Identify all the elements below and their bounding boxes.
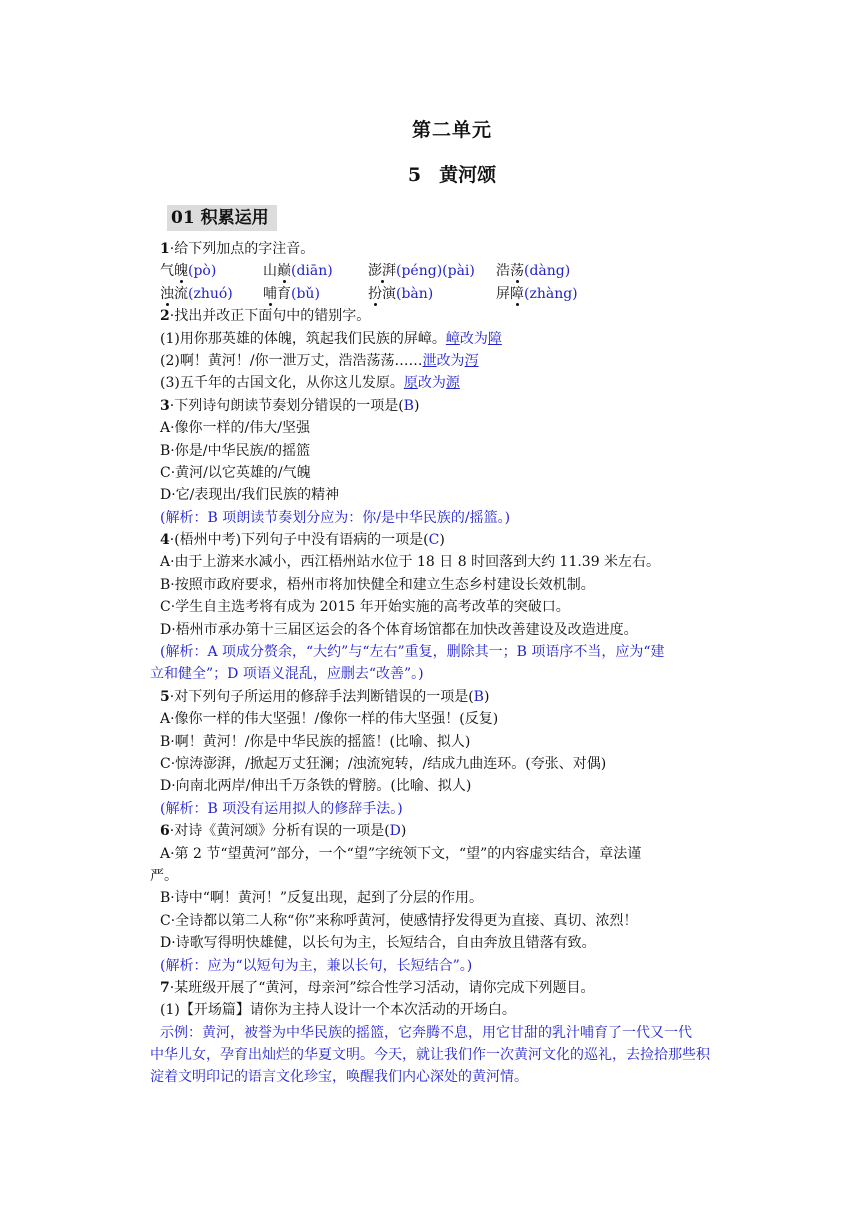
dotted-character: 巅: [277, 263, 291, 280]
question-2-item: (2)啊！黄河！/你一泄万丈，浩浩荡荡……泄改为泻: [160, 352, 479, 369]
pinyin-item: 扮演(bàn): [368, 285, 434, 302]
pinyin-answer: (bàn): [396, 285, 434, 302]
exercise-content: [150, 238, 735, 1089]
question-2-item: (3)五千年的古国文化，从你这儿发原。原改为源: [160, 375, 460, 392]
question-3-option: B·你是/中华民族/的摇篮: [160, 442, 311, 459]
question-2-item: (1)用你那英雄的体魄，筑起我们民族的屏嶂。嶂改为障: [160, 330, 502, 347]
pinyin-item: 浊流(zhuó): [160, 285, 233, 302]
question-3-option: A·像你一样的/伟大/坚强: [160, 420, 310, 437]
dotted-character: 哺: [263, 285, 277, 302]
unit-title: 第二单元: [411, 119, 492, 141]
pinyin-answer: (pò): [188, 263, 217, 280]
question-5-option: D·向南北两岸/伸出千万条铁的臂膀。(比喻、拟人): [160, 778, 472, 795]
question-5-option: B·啊！黄河！/你是中华民族的摇篮！(比喻、拟人): [160, 733, 471, 750]
question-4-option: B·按照市政府要求，梧州市将加快健全和建立生态乡村建设长效机制。: [160, 576, 595, 593]
question-4-analysis-cont: 立和健全”；D 项语义混乱，应删去“改善”。): [150, 666, 424, 683]
pinyin-item: 气魄(pò): [160, 263, 217, 280]
question-4-analysis: (解析：A 项成分赘余，“大约”与“左右”重复，删除其一；B 项语序不当，应为“建: [160, 644, 665, 661]
question-3-stem: 3·下列诗句朗读节奏划分错误的一项是(B): [160, 397, 420, 414]
dotted-character: 澎湃: [368, 263, 396, 280]
pinyin-answer: (péng)(pài): [396, 263, 475, 280]
section-heading: 01 积累运用: [167, 205, 277, 231]
pinyin-item: 屏障(zhàng): [496, 285, 578, 302]
question-6-option: C·全诗都以第二人称“你”来称呼黄河，使感情抒发得更为直接、真切、浓烈！: [160, 912, 638, 929]
question-2-stem: 2·找出并改正下面句中的错别字。: [160, 308, 371, 325]
question-7-example-cont: 中华儿女，孕育出灿烂的华夏文明。今天，就让我们作一次黄河文化的巡礼，去捡拾那些积: [150, 1047, 710, 1064]
pinyin-answer: (diān): [291, 263, 333, 280]
question-7-subquestion: (1)【开场篇】请你为主持人设计一个本次活动的开场白。: [160, 1002, 516, 1019]
question-5-option: C·惊涛澎湃，/掀起万丈狂澜；/浊流宛转，/结成九曲连环。(夸张、对偶): [160, 755, 607, 772]
question-7-stem: 7·某班级开展了“黄河，母亲河”综合性学习活动，请你完成下列题目。: [160, 979, 595, 996]
dotted-character: 浊: [160, 285, 174, 302]
question-5-analysis: (解析：B 项没有运用拟人的修辞手法。): [160, 800, 403, 817]
pinyin-item: 哺育(bǔ): [263, 285, 320, 302]
pinyin-item: 山巅(diān): [263, 263, 333, 280]
pinyin-item: 浩荡(dàng): [496, 263, 571, 280]
question-5-option: A·像你一样的伟大坚强！/像你一样的伟大坚强！(反复): [160, 711, 499, 728]
question-7-example: 示例：黄河，被誉为中华民族的摇篮，它奔腾不息，用它甘甜的乳汁哺育了一代又一代: [160, 1024, 692, 1041]
question-6-option-cont: 严。: [150, 867, 178, 884]
dotted-character: 障: [510, 285, 524, 302]
lesson-number: 5: [407, 164, 422, 186]
question-4-option: D·梧州市承办第十三届区运会的各个体育场馆都在加快改善建设及改造进度。: [160, 621, 638, 638]
question-3-analysis: (解析：B 项朗读节奏划分应为：你/是中华民族的/摇篮。): [160, 509, 511, 526]
question-6-option: B·诗中“啊！黄河！”反复出现，起到了分层的作用。: [160, 890, 484, 907]
question-6-option: D·诗歌写得明快雄健，以长句为主，长短结合，自由奔放且错落有致。: [160, 935, 596, 952]
question-1-row-2: [160, 283, 735, 305]
question-4-option: A·由于上游来水减小，西江梧州站水位于 18 日 8 时回落到大约 11.39 米左右。: [160, 554, 661, 571]
pinyin-answer: (zhuó): [188, 285, 233, 302]
pinyin-answer: (bǔ): [291, 285, 320, 302]
pinyin-answer: (zhàng): [524, 285, 578, 302]
question-3-option: D·它/表现出/我们民族的精神: [160, 487, 340, 504]
question-5-stem: 5·对下列句子所运用的修辞手法判断错误的一项是(B): [160, 688, 490, 705]
dotted-character: 荡: [510, 263, 524, 280]
lesson-title: [0, 160, 860, 187]
dotted-character: 魄: [174, 263, 188, 280]
pinyin-item: [368, 260, 496, 282]
question-1-stem: 1·给下列加点的字注音。: [160, 241, 315, 257]
question-3-option: C·黄河/以它英雄的/气魄: [160, 464, 311, 481]
question-6-stem: 6·对诗《黄河颂》分析有误的一项是(D): [160, 823, 407, 840]
question-7-example-cont: 淀着文明印记的语言文化珍宝，唤醒我们内心深处的黄河情。: [150, 1069, 528, 1086]
question-4-stem: 4·(梧州中考)下列句子中没有语病的一项是(C): [160, 532, 445, 549]
lesson-name: 黄河颂: [439, 164, 497, 186]
question-4-option: C·学生自主选考将有成为 2015 年开始实施的高考改革的突破口。: [160, 599, 570, 616]
dotted-character: 扮: [368, 285, 382, 302]
question-1-row-1: [160, 260, 735, 282]
pinyin-answer: (dàng): [524, 263, 571, 280]
question-6-analysis: (解析：应为“以短句为主，兼以长句，长短结合”。): [160, 957, 473, 974]
question-6-option: A·第 2 节“望黄河”部分，一个“望”字统领下文，“望”的内容虚实结合，章法谨: [160, 845, 642, 862]
